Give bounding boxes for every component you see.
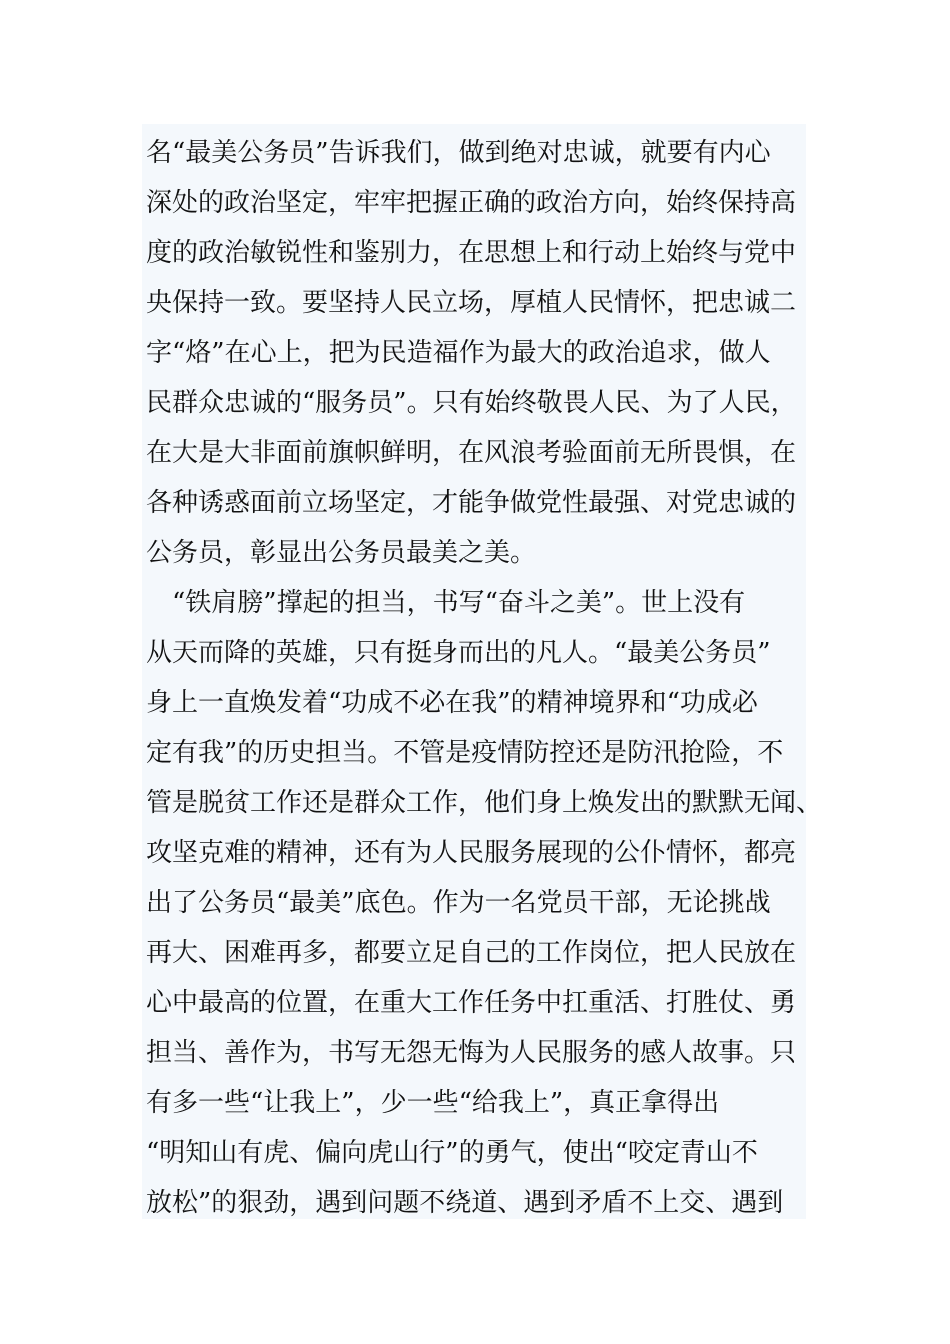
text-line: 度的政治敏锐性和鉴别力，在思想上和行动上始终与党中	[146, 238, 797, 268]
text-line: 名“最美公务员”告诉我们，做到绝对忠诚，就要有内心	[146, 138, 771, 168]
text-line: 担当、善作为，书写无怨无悔为人民服务的感人故事。只	[146, 1038, 797, 1068]
text-line: 放松”的狠劲，遇到问题不绕道、遇到矛盾不上交、遇到	[146, 1188, 784, 1218]
text-line: 管是脱贫工作还是群众工作，他们身上焕发出的默默无闻、	[146, 788, 823, 818]
text-line: 攻坚克难的精神，还有为人民服务展现的公仆情怀，都亮	[146, 838, 797, 868]
text-line: 再大、困难再多，都要立足自己的工作岗位，把人民放在	[146, 938, 797, 968]
text-line: 在大是大非面前旗帜鲜明，在风浪考验面前无所畏惧，在	[146, 438, 797, 468]
text-line: 公务员，彰显出公务员最美之美。	[146, 538, 537, 568]
paragraph-start-line: “铁肩膀”撑起的担当，书写“奋斗之美”。世上没有	[146, 588, 746, 618]
text-line: 深处的政治坚定，牢牢把握正确的政治方向，始终保持高	[146, 188, 797, 218]
text-line: “明知山有虎、偏向虎山行”的勇气，使出“咬定青山不	[146, 1138, 758, 1168]
text-line: 出了公务员“最美”底色。作为一名党员干部，无论挑战	[146, 888, 771, 918]
text-line: 有多一些“让我上”，少一些“给我上”，真正拿得出	[146, 1088, 720, 1118]
text-line: 身上一直焕发着“功成不必在我”的精神境界和“功成必	[146, 688, 758, 718]
text-line: 定有我”的历史担当。不管是疫情防控还是防汛抢险，不	[146, 738, 784, 768]
text-line: 民群众忠诚的“服务员”。只有始终敬畏人民、为了人民，	[146, 388, 797, 418]
document-text-block	[142, 124, 823, 1219]
text-line: 各种诱惑面前立场坚定，才能争做党性最强、对党忠诚的	[146, 488, 797, 518]
text-line: 从天而降的英雄，只有挺身而出的凡人。“最美公务员”	[146, 638, 771, 668]
text-line: 字“烙”在心上，把为民造福作为最大的政治追求，做人	[146, 338, 771, 368]
text-line: 央保持一致。要坚持人民立场，厚植人民情怀，把忠诚二	[146, 288, 797, 318]
text-line: 心中最高的位置，在重大工作任务中扛重活、打胜仗、勇	[146, 988, 797, 1018]
